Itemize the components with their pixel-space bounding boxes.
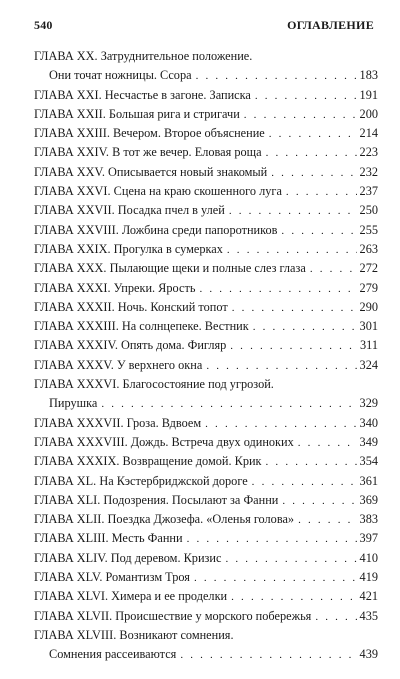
chapter-title: ГЛАВА XXV. Описывается новый знакомый: [34, 164, 268, 179]
chapter-title: ГЛАВА XLIV. Под деревом. Кризис: [34, 550, 222, 565]
page-ref: 369: [359, 492, 378, 507]
toc-entry-line: [34, 182, 378, 201]
page-header: [34, 16, 380, 34]
toc-entry-line: [34, 607, 378, 626]
chapter-title: ГЛАВА XXXI. Упреки. Ярость: [34, 280, 196, 295]
page-ref: 324: [359, 357, 378, 372]
dot-leader: [253, 318, 357, 337]
chapter-title: ГЛАВА XL. На Кэстербриджской дороге: [34, 473, 248, 488]
toc-entry-line: [34, 201, 378, 220]
toc-entry-line: [34, 259, 378, 278]
chapter-title: ГЛАВА XXXVIII. Дождь. Встреча двух одиноких: [34, 434, 294, 449]
page-ref: 383: [359, 512, 378, 527]
toc-entry: [34, 279, 378, 298]
page-ref: 301: [359, 319, 378, 334]
chapter-title: ГЛАВА XLII. Поездка Джозефа. «Оленья голова»: [34, 512, 295, 527]
toc-entry-line: [34, 105, 378, 124]
dot-leader: [244, 106, 357, 125]
chapter-title: ГЛАВА XXIII. Вечером. Второе объяснение: [34, 126, 265, 141]
toc-entry-line: [34, 86, 378, 105]
toc-entry: [34, 375, 378, 414]
running-title: ОГЛАВЛЕНИЕ: [287, 18, 374, 32]
page-ref: 263: [359, 241, 378, 256]
chapter-title: ГЛАВА XXX. Пылающие щеки и полные слез глаза: [34, 261, 306, 276]
toc-entry: [34, 491, 378, 510]
chapter-title: ГЛАВА XLVIII. Возникают сомнения.: [34, 627, 234, 642]
toc-entry-continuation: [34, 394, 378, 413]
dot-leader: [298, 434, 357, 453]
dot-leader: [227, 241, 357, 260]
toc-entry-line: [34, 124, 378, 143]
page-ref: 237: [359, 184, 378, 199]
toc-entry-continuation: [34, 645, 378, 664]
toc-entry: [34, 433, 378, 452]
toc-entry: [34, 240, 378, 259]
chapter-title: ГЛАВА XXII. Большая рига и стригачи: [34, 106, 240, 121]
toc-entry: [34, 298, 378, 317]
toc-entry-line: [34, 491, 378, 510]
dot-leader: [271, 164, 356, 183]
toc-entry: [34, 221, 378, 240]
dot-leader: [286, 183, 357, 202]
page-ref: 279: [359, 280, 378, 295]
toc-entry-line: [34, 221, 378, 240]
toc-entry-line: [34, 336, 378, 355]
chapter-title: ГЛАВА XLVII. Происшествие у морского побережья: [34, 608, 312, 623]
page-number: 540: [34, 18, 53, 32]
dot-leader: [310, 260, 357, 279]
page-ref: 410: [359, 550, 378, 565]
toc-entry-line: [34, 414, 378, 433]
chapter-title: ГЛАВА XXVIII. Ложбина среди папоротников: [34, 222, 278, 237]
chapter-title: ГЛАВА XLI. Подозрения. Посылают за Фанни: [34, 492, 279, 507]
dot-leader: [101, 395, 356, 414]
toc-entry-line: [34, 433, 378, 452]
chapter-title: ГЛАВА XXXVII. Гроза. Вдвоем: [34, 415, 202, 430]
toc-entry-line: [34, 47, 378, 66]
chapter-title: ГЛАВА XLIII. Месть Фанни: [34, 531, 183, 546]
toc-entry: [34, 607, 378, 626]
chapter-title: ГЛАВА XXI. Несчастье в загоне. Записка: [34, 87, 251, 102]
toc-entry: [34, 163, 378, 182]
toc-entry-line: [34, 356, 378, 375]
toc-entry-continuation: [34, 66, 378, 85]
toc-entry: [34, 86, 378, 105]
page-ref: 397: [359, 531, 378, 546]
dot-leader: [199, 280, 356, 299]
dot-leader: [205, 415, 356, 434]
page-ref: 439: [359, 647, 378, 662]
toc-entry-line: [34, 452, 378, 471]
dot-leader: [196, 67, 357, 86]
page-ref: 183: [359, 68, 378, 83]
dot-leader: [230, 337, 357, 356]
toc-entry-line: [34, 298, 378, 317]
dot-leader: [232, 299, 357, 318]
chapter-title: ГЛАВА XXVII. Посадка пчел в улей: [34, 203, 225, 218]
toc-entry-line: [34, 279, 378, 298]
toc-entry: [34, 587, 378, 606]
dot-leader: [194, 569, 357, 588]
toc-entry: [34, 47, 378, 86]
toc-entry: [34, 124, 378, 143]
toc-entry: [34, 143, 378, 162]
page-ref: 349: [359, 434, 378, 449]
chapter-title: ГЛАВА XX. Затруднительное положение.: [34, 49, 253, 63]
toc-entry: [34, 201, 378, 220]
dot-leader: [255, 87, 357, 106]
dot-leader: [225, 550, 356, 569]
toc-entry-line: [34, 472, 378, 491]
dot-leader: [281, 222, 356, 241]
chapter-title: ГЛАВА XXXV. У верхнего окна: [34, 357, 203, 372]
chapter-title: ГЛАВА XXXVI. Благосостояние под угрозой.: [34, 377, 274, 392]
dot-leader: [315, 608, 356, 627]
toc-entry-line: [34, 587, 378, 606]
toc-entry: [34, 414, 378, 433]
toc-entry: [34, 549, 378, 568]
toc-entry-line: [34, 375, 378, 394]
toc-entry-line: [34, 510, 378, 529]
dot-leader: [282, 492, 356, 511]
page-ref: 250: [359, 203, 378, 218]
toc-entry-line: [34, 626, 378, 645]
toc-entry: [34, 317, 378, 336]
page-ref: 419: [359, 570, 378, 585]
dot-leader: [206, 357, 356, 376]
dot-leader: [266, 453, 357, 472]
page-ref: 435: [359, 608, 378, 623]
toc-entry-line: [34, 529, 378, 548]
toc-entry: [34, 182, 378, 201]
chapter-title: ГЛАВА XXXII. Ночь. Конский топот: [34, 299, 228, 314]
chapter-title: ГЛАВА XXXIV. Опять дома. Фигляр: [34, 338, 227, 353]
toc-entry: [34, 336, 378, 355]
dot-leader: [231, 588, 356, 607]
page-ref: 214: [359, 126, 378, 141]
page-ref: 361: [359, 473, 378, 488]
toc-entry: [34, 510, 378, 529]
toc-entry: [34, 259, 378, 278]
toc-entry-line: [34, 317, 378, 336]
page-ref: 290: [359, 299, 378, 314]
chapter-title: ГЛАВА XXVI. Сцена на краю скошенного луга: [34, 184, 282, 199]
toc-entry: [34, 452, 378, 471]
page-ref: 354: [359, 454, 378, 469]
page-ref: 272: [359, 261, 378, 276]
chapter-title: ГЛАВА XXXIX. Возвращение домой. Крик: [34, 454, 262, 469]
page-ref: 223: [359, 145, 378, 160]
dot-leader: [298, 511, 356, 530]
page-ref: 232: [359, 164, 378, 179]
dot-leader: [269, 125, 357, 144]
page-ref: 340: [359, 415, 378, 430]
chapter-title: ГЛАВА XLVI. Химера и ее проделки: [34, 589, 228, 604]
chapter-title: ГЛАВА XXIX. Прогулка в сумерках: [34, 241, 223, 256]
chapter-title: Пирушка: [49, 396, 98, 411]
toc-entry-line: [34, 549, 378, 568]
toc-entry: [34, 529, 378, 548]
dot-leader: [252, 473, 357, 492]
dot-leader: [266, 144, 357, 163]
toc-entry-line: [34, 240, 378, 259]
dot-leader: [229, 202, 357, 221]
dot-leader: [180, 646, 356, 665]
page-ref: 421: [359, 589, 378, 604]
page-ref: 329: [359, 396, 378, 411]
page-ref: 191: [359, 87, 378, 102]
toc-entry: [34, 356, 378, 375]
chapter-title: ГЛАВА XLV. Романтизм Троя: [34, 570, 190, 585]
chapter-title: Сомнения рассеиваются: [49, 647, 177, 662]
toc-entry-line: [34, 163, 378, 182]
toc-entry-line: [34, 143, 378, 162]
toc-entry-line: [34, 568, 378, 587]
page-ref: 200: [359, 106, 378, 121]
page-ref: 255: [359, 222, 378, 237]
chapter-title: ГЛАВА XXXIII. На солнцепеке. Вестник: [34, 319, 249, 334]
table-of-contents: [34, 47, 380, 665]
chapter-title: Они точат ножницы. Ссора: [49, 68, 192, 83]
dot-leader: [187, 530, 357, 549]
toc-entry: [34, 105, 378, 124]
toc-entry: [34, 472, 378, 491]
toc-entry: [34, 626, 378, 665]
toc-entry: [34, 568, 378, 587]
chapter-title: ГЛАВА XXIV. В тот же вечер. Еловая роща: [34, 145, 262, 160]
page-ref: 311: [360, 338, 378, 353]
